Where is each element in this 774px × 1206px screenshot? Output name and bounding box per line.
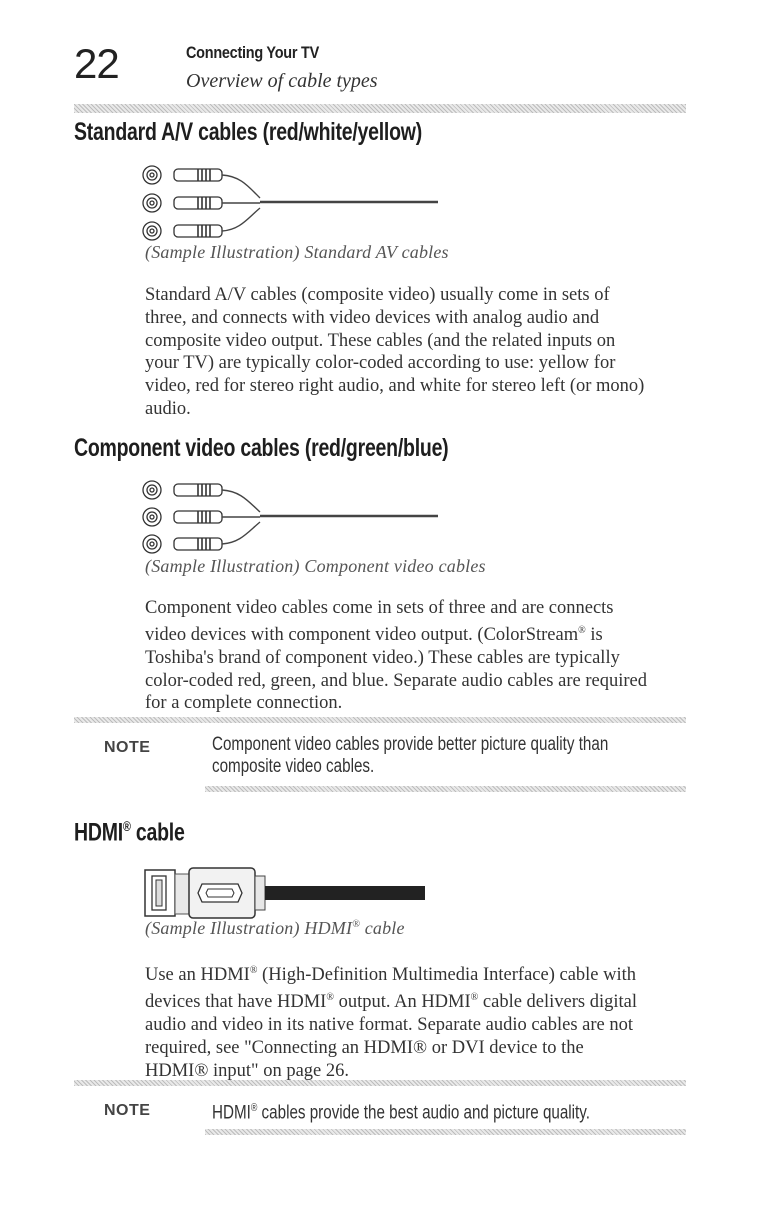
text-fragment: Use an HDMI (145, 965, 250, 986)
note-rule-bottom (205, 786, 686, 792)
note-text (212, 734, 608, 778)
paragraph-hdmi (145, 960, 690, 1082)
caption-title: Standard AV cables (304, 242, 449, 262)
section-subtitle: Overview of cable types (186, 70, 378, 92)
text-line: Standard A/V cables (composite video) usually come in sets of (145, 285, 610, 305)
text-line: audio. (145, 398, 191, 419)
text-line: audio and video in its native format. Separate audio cables are not (145, 1014, 634, 1035)
note-fragment: HDMI (212, 1102, 251, 1124)
note-fragment: cables provide the best audio and picture quality. (257, 1102, 590, 1124)
text-line: color-coded red, green, and blue. Separate audio cables are required (145, 670, 647, 691)
registered-mark: ® (122, 818, 131, 834)
caption-title: Component video cables (304, 556, 486, 576)
rca-plug-icon (143, 166, 161, 240)
text-line: composite video output. These cables (and the related inputs on (145, 330, 616, 351)
text-line: required, see "Connecting an HDMI® or DVI device to the (145, 1037, 584, 1058)
caption-prefix: (Sample Illustration) (145, 918, 305, 938)
note-label: NOTE (104, 739, 151, 756)
heading-av-cables: Standard A/V cables (red/white/yellow) (74, 118, 422, 146)
caption-title: HDMI (304, 918, 353, 938)
note-text (212, 1097, 590, 1124)
text-line (145, 960, 690, 987)
text-line (145, 987, 690, 1014)
text-line: your TV) are typically color-coded according to use: yellow for (145, 353, 616, 374)
note-rule-top (74, 1080, 686, 1086)
text-line: for a complete connection. (145, 693, 343, 714)
note-line: Component video cables provide better picture quality than (212, 734, 609, 755)
text-fragment: is (585, 624, 603, 645)
heading-component-cables: Component video cables (red/green/blue) (74, 434, 449, 462)
heading-text: cable (130, 818, 185, 847)
text-line: Toshiba's brand of component video.) These cables are typically (145, 647, 620, 668)
caption-av (145, 242, 449, 263)
note-label: NOTE (104, 1102, 151, 1119)
registered-mark: ® (578, 624, 586, 636)
text-line: video, red for stereo right audio, and white for stereo left (or mono) (145, 376, 645, 397)
av-cables-illustration (140, 162, 440, 244)
header-rule (74, 104, 686, 113)
paragraph-av (145, 284, 690, 421)
text-line: HDMI® input" on page 26. (145, 1060, 350, 1081)
text-line (145, 620, 690, 647)
note-rule-bottom (205, 1129, 686, 1135)
text-fragment: video devices with component video output. (ColorStream (145, 624, 579, 645)
page-number: 22 (74, 40, 119, 87)
registered-mark: ® (249, 965, 258, 976)
component-cables-illustration (140, 477, 440, 557)
caption-component (145, 556, 486, 577)
text-fragment: devices that have HDMI (145, 992, 327, 1013)
hdmi-cable-illustration (142, 862, 432, 924)
text-fragment: cable delivers digital (478, 992, 637, 1013)
chapter-title: Connecting Your TV (186, 43, 319, 62)
caption-title: cable (360, 918, 405, 938)
text-fragment: (High-Definition Multimedia Interface) cable with (257, 965, 637, 986)
registered-mark: ® (470, 991, 479, 1003)
note-line: composite video cables. (212, 756, 375, 777)
caption-hdmi (145, 918, 405, 939)
heading-text: HDMI (74, 818, 123, 847)
text-fragment: output. An HDMI (333, 992, 471, 1013)
paragraph-component (145, 597, 690, 715)
registered-mark: ® (250, 1102, 258, 1114)
rca-plug-icon (143, 481, 161, 553)
note-rule-top (74, 717, 686, 723)
text-line: Component video cables come in sets of three and are connects (145, 598, 614, 618)
hdmi-cable-line (265, 886, 425, 900)
registered-mark: ® (326, 991, 334, 1003)
registered-mark: ® (352, 919, 360, 930)
heading-hdmi-cable (74, 818, 185, 847)
text-line: three, and connects with video devices with analog audio and (145, 307, 600, 328)
caption-prefix: (Sample Illustration) (145, 242, 300, 262)
caption-prefix: (Sample Illustration) (145, 556, 300, 576)
